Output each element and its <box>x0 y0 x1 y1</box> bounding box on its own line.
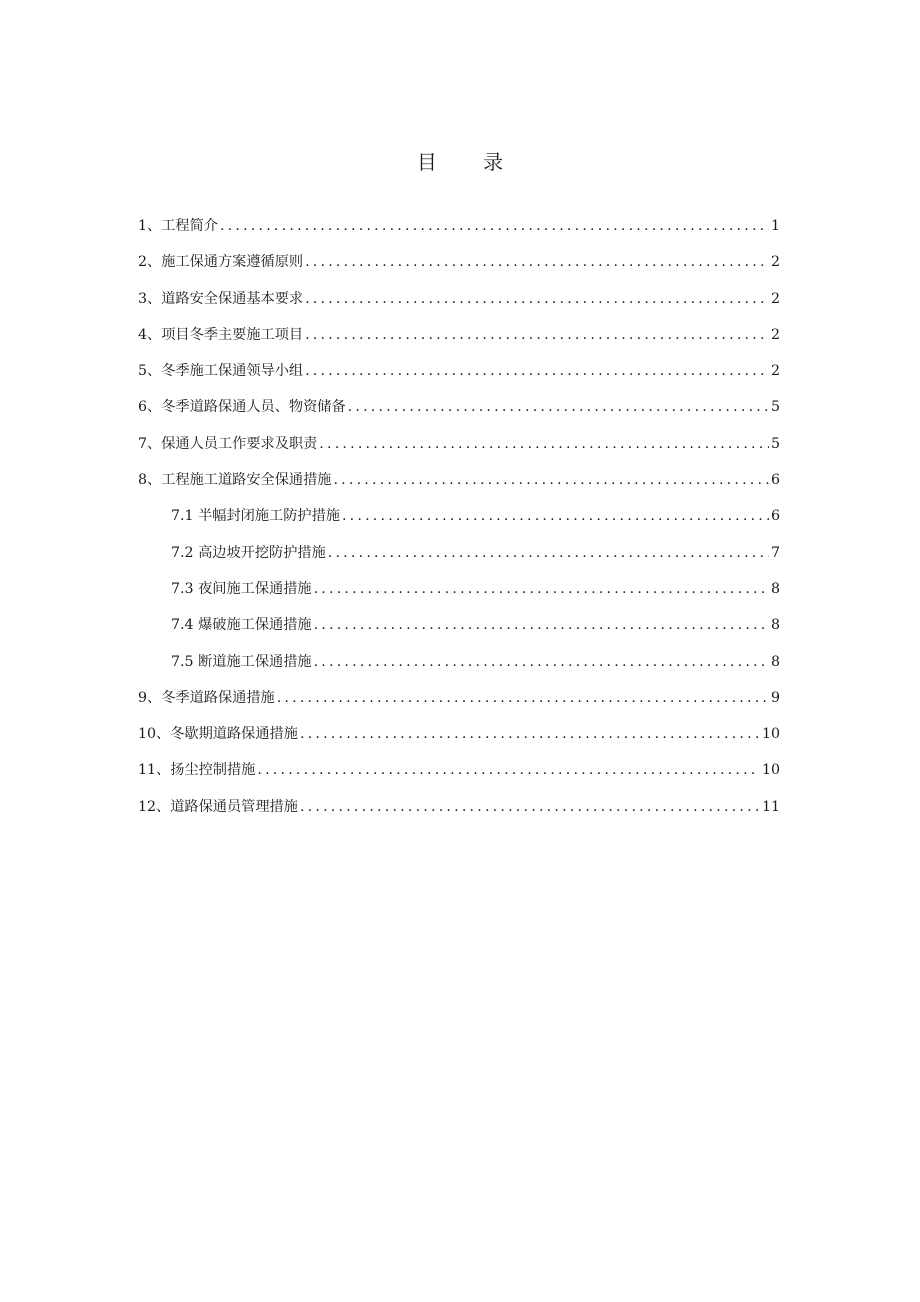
toc-page-number: 6 <box>770 472 780 489</box>
toc-leader-dots <box>314 607 769 643</box>
toc-entry-label: 7.1 半幅封闭施工防护措施 <box>171 508 340 525</box>
toc-entry[interactable] <box>138 281 780 317</box>
toc-entry-label: 2、施工保通方案遵循原则 <box>138 254 304 271</box>
toc-entry-label: 7.3 夜间施工保通措施 <box>171 580 312 597</box>
toc-page-number: 2 <box>770 254 780 271</box>
toc-entry-label: 3、道路安全保通基本要求 <box>138 290 304 307</box>
toc-entry-label: 1、工程简介 <box>138 218 218 234</box>
toc-entry[interactable] <box>138 680 780 716</box>
toc-leader-dots <box>277 680 769 716</box>
toc-leader-dots <box>220 208 769 244</box>
toc-entry-label: 7.4 爆破施工保通措施 <box>171 617 312 634</box>
toc-entry-label: 10、冬歇期道路保通措施 <box>138 726 298 743</box>
toc-page-number: 11 <box>761 798 780 815</box>
toc-entry[interactable] <box>138 462 780 498</box>
toc-leader-dots <box>300 789 760 825</box>
toc-entry-label: 12、道路保通员管理措施 <box>138 798 298 815</box>
toc-page-number: 8 <box>770 580 780 597</box>
toc-entry[interactable] <box>138 789 780 825</box>
toc-page-number: 2 <box>770 290 780 307</box>
toc-entry-label: 11、扬尘控制措施 <box>138 762 256 779</box>
toc-leader-dots <box>305 317 769 353</box>
toc-page-number: 9 <box>770 689 780 706</box>
toc-entry[interactable] <box>138 426 780 462</box>
toc-entry-label: 9、冬季道路保通措施 <box>138 689 275 706</box>
toc-entry[interactable] <box>138 244 780 280</box>
toc-leader-dots <box>305 353 769 389</box>
toc-entry-label: 8、工程施工道路安全保通措施 <box>138 472 332 489</box>
toc-leader-dots <box>300 716 760 752</box>
toc-leader-dots <box>348 389 769 425</box>
toc-leader-dots <box>314 644 769 680</box>
toc-entry[interactable] <box>138 752 780 788</box>
toc-entry[interactable] <box>138 353 780 389</box>
toc-entry-label: 7.2 高边坡开挖防护措施 <box>171 544 326 561</box>
toc-leader-dots <box>342 498 769 534</box>
toc-leader-dots <box>328 535 769 571</box>
toc-entry[interactable] <box>138 208 780 244</box>
toc-page-number: 1 <box>770 218 780 234</box>
toc-entry-label: 7.5 断道施工保通措施 <box>171 653 312 670</box>
toc-leader-dots <box>305 244 769 280</box>
toc-entry-label: 5、冬季施工保通领导小组 <box>138 363 304 380</box>
toc-leader-dots <box>314 571 769 607</box>
toc-entry[interactable] <box>138 389 780 425</box>
toc-entry-label: 7、保通人员工作要求及职责 <box>138 435 318 452</box>
toc-page-number: 7 <box>770 544 780 561</box>
toc-page-number: 10 <box>761 726 780 743</box>
toc-subentry[interactable] <box>138 571 780 607</box>
toc-leader-dots <box>305 281 769 317</box>
toc-page-number: 5 <box>770 435 780 452</box>
toc-title: 目 录 <box>416 150 524 174</box>
toc-entry-label: 6、冬季道路保通人员、物资储备 <box>138 399 346 416</box>
toc-entry-label: 4、项目冬季主要施工项目 <box>138 326 304 343</box>
toc-page-number: 10 <box>761 762 780 779</box>
toc-leader-dots <box>333 462 769 498</box>
toc-page-number: 8 <box>770 653 780 670</box>
toc-entry[interactable] <box>138 716 780 752</box>
toc-page-number: 8 <box>770 617 780 634</box>
toc-page-number: 5 <box>770 399 780 416</box>
toc-subentry[interactable] <box>138 535 780 571</box>
toc-page-number: 6 <box>770 508 780 525</box>
toc-leader-dots <box>319 426 769 462</box>
toc-page-number: 2 <box>770 363 780 380</box>
toc-page-number: 2 <box>770 326 780 343</box>
toc-subentry[interactable] <box>138 644 780 680</box>
table-of-contents <box>138 208 780 825</box>
toc-subentry[interactable] <box>138 607 780 643</box>
toc-leader-dots <box>257 752 760 788</box>
toc-entry[interactable] <box>138 317 780 353</box>
toc-subentry[interactable] <box>138 498 780 534</box>
